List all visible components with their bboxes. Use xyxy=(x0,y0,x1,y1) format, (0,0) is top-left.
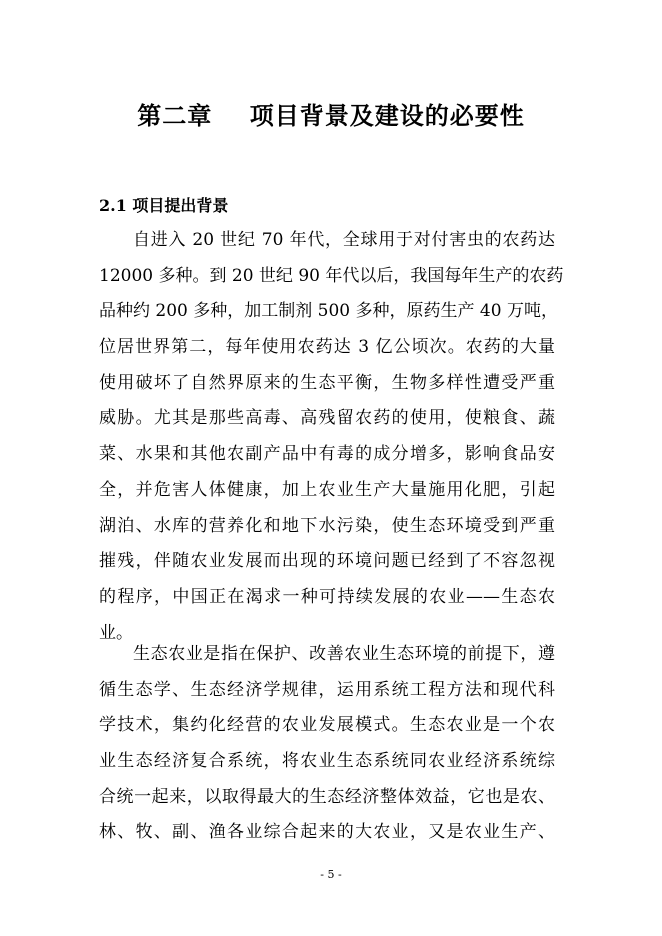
paragraph-line: 使用破坏了自然界原来的生态平衡，生物多样性遭受严重 xyxy=(99,372,555,393)
paragraph-line: 循生态学、生态经济学规律，运用系统工程方法和现代科 xyxy=(99,679,555,700)
paragraph-line: 12000 多种。到 20 世纪 90 年代以后，我国每年生产的农药 xyxy=(99,265,564,286)
paragraph-line: 生态农业是指在保护、改善农业生态环境的前提下，遵 xyxy=(133,644,555,664)
page-number: - 5 - xyxy=(320,868,342,881)
paragraph-line: 位居世界第二，每年使用农药达 3 亿公顷次。农药的大量 xyxy=(99,337,555,358)
paragraph-line: 业生态经济复合系统，将农业生态系统同农业经济系统综 xyxy=(99,751,555,772)
paragraph-line: 的程序，中国正在渴求一种可持续发展的农业——生态农 xyxy=(99,586,555,607)
paragraph-1 xyxy=(99,223,564,651)
paragraph-line: 全，并危害人体健康，加上农业生产大量施用化肥，引起 xyxy=(99,479,555,500)
paragraph-line: 威胁。尤其是那些高毒、高残留农药的使用，使粮食、蔬 xyxy=(99,408,555,429)
paragraph-line: 业。 xyxy=(99,622,133,643)
paragraph-line: 自进入 20 世纪 70 年代，全球用于对付害虫的农药达 xyxy=(133,230,555,250)
paragraph-line: 品种约 200 多种，加工制剂 500 多种，原药生产 40 万吨， xyxy=(99,301,558,322)
paragraph-line: 湖泊、水库的营养化和地下水污染，使生态环境受到严重 xyxy=(99,515,555,536)
paragraph-line: 林、牧、副、渔各业综合起来的大农业，又是农业生产、 xyxy=(99,822,555,843)
section-heading: 2.1 项目提出背景 xyxy=(99,196,229,215)
paragraph-line: 合统一起来，以取得最大的生态经济整体效益，它也是农、 xyxy=(99,786,555,807)
chapter-title: 第二章 项目背景及建设的必要性 xyxy=(137,101,525,130)
paragraph-line: 摧残，伴随农业发展而出现的环境问题已经到了不容忽视 xyxy=(99,551,555,572)
paragraph-line: 菜、水果和其他农副产品中有毒的成分增多，影响食品安 xyxy=(99,444,555,465)
paragraph-line: 学技术，集约化经营的农业发展模式。生态农业是一个农 xyxy=(99,715,555,736)
paragraph-2 xyxy=(99,637,555,851)
